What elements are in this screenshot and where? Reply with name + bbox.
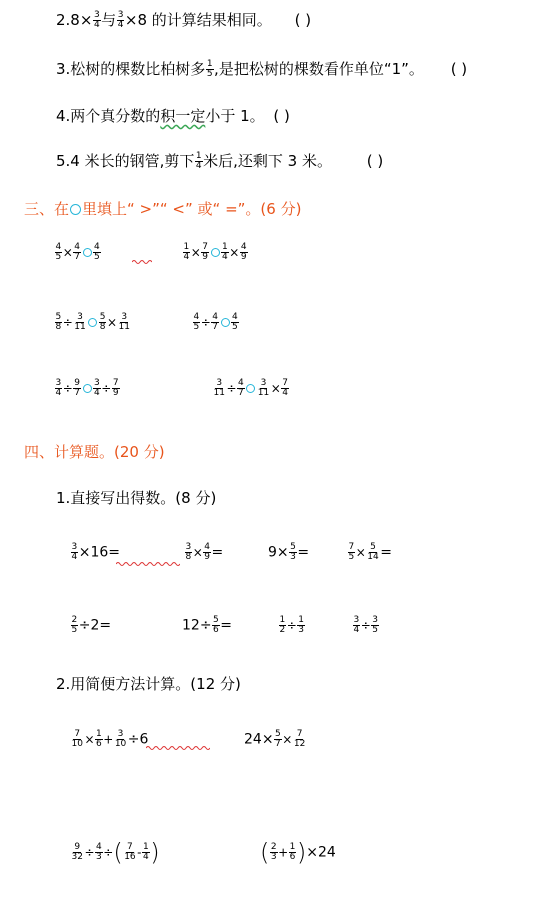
- calc-item: ( $\frac{2}{3}$ + $\frac{1}{6}$ )×24: [260, 838, 336, 867]
- fraction: $\frac{3}{4}$: [117, 10, 124, 30]
- calc-item: $\frac{1}{2}$ ÷ $\frac{1}{3}$: [279, 615, 305, 635]
- operator: ÷: [62, 315, 73, 330]
- comparison-item: [54, 378, 120, 399]
- fraction: $\frac{4}{5}$: [55, 242, 62, 262]
- calc-item: $\frac{3}{4}$ ÷ $\frac{3}{5}$: [353, 615, 379, 635]
- fraction: $\frac{4}{5}$: [94, 242, 100, 262]
- answer-blank[interactable]: ( ): [273, 107, 290, 125]
- fraction: $\frac{3}{4}$: [55, 378, 62, 398]
- fraction: $\frac{7}{9}$: [112, 378, 119, 398]
- answer-circle[interactable]: [221, 318, 230, 327]
- subsection-1-heading: 1.直接写出得数。(8 分): [56, 489, 217, 507]
- section-4-heading: 四、计算题。(20 分): [24, 443, 165, 461]
- fraction: $\frac{4}{7}$: [212, 312, 219, 332]
- fraction: $\frac{4}{7}$: [74, 242, 81, 262]
- calc-item: $\frac{7}{5}$ × $\frac{5}{14}$ =: [348, 542, 392, 562]
- fraction: $\frac{7}{9}$: [202, 242, 209, 262]
- wavy-underline: [132, 259, 152, 265]
- section-3-heading: 三、在 里填上“ >”“ <” 或“ =”。(6 分): [24, 200, 302, 218]
- calc-item: $\frac{2}{5}$ ÷2=: [71, 615, 112, 635]
- answer-circle[interactable]: [88, 318, 97, 327]
- fraction: $\frac{1}{4}$: [195, 151, 202, 171]
- calc-item: 9× $\frac{5}{3}$ =: [268, 542, 310, 562]
- fraction: $\frac{3}{11}$: [118, 312, 130, 332]
- fraction: $\frac{4}{5}$: [232, 312, 238, 332]
- fraction: $\frac{3}{11}$: [213, 378, 225, 398]
- fraction: $\frac{7}{4}$: [282, 378, 288, 398]
- judge-question-5: 5.4 米长的钢管,剪下 $\frac{1}{4}$ 米后,还剩下 3 米。 ( ): [56, 151, 384, 171]
- fraction: $\frac{1}{4}$: [183, 242, 190, 262]
- fraction: $\frac{4}{9}$: [240, 242, 247, 262]
- operator: ×: [229, 245, 240, 260]
- answer-blank[interactable]: ( ): [294, 11, 312, 29]
- operator: ÷: [62, 381, 73, 396]
- fraction: $\frac{3}{4}$: [94, 378, 100, 398]
- operator: ÷: [226, 381, 237, 396]
- judge-question-3: 3.松树的棵数比柏树多 $\frac{1}{5}$ ,是把松树的棵数看作单位“1”。 ( ): [56, 59, 468, 79]
- operator: ÷: [101, 381, 112, 396]
- comparison-item: [54, 242, 101, 263]
- operator: ×: [106, 315, 118, 330]
- comparison-item: [182, 242, 248, 263]
- circle-icon: [70, 204, 81, 215]
- operator: ×: [62, 245, 73, 260]
- fraction: $\frac{4}{7}$: [238, 378, 244, 398]
- answer-blank[interactable]: ( ): [366, 152, 384, 170]
- operator: ÷: [200, 315, 211, 330]
- judge-question-2: 2.8× $\frac{3}{4}$ 与 $\frac{3}{4}$ ×8 的计算结果相同。 ( ): [56, 10, 312, 30]
- fraction: $\frac{4}{5}$: [193, 312, 200, 332]
- answer-circle[interactable]: [83, 248, 92, 257]
- fraction: $\frac{5}{8}$: [55, 312, 62, 332]
- comparison-item: [54, 312, 132, 333]
- calc-item: 12÷ $\frac{5}{6}$ =: [182, 615, 233, 635]
- fraction: $\frac{3}{11}$: [257, 378, 270, 398]
- fraction: $\frac{3}{4}$: [93, 10, 100, 30]
- comparison-item: [192, 312, 239, 333]
- answer-blank[interactable]: ( ): [450, 60, 468, 78]
- calc-item: $\frac{3}{8}$ × $\frac{4}{9}$ =: [185, 542, 224, 562]
- calc-item: $\frac{7}{10}$ × $\frac{1}{6}$ + $\frac{3}{10}$ ÷6: [71, 729, 149, 749]
- fraction: $\frac{5}{8}$: [99, 312, 106, 332]
- operator: ×: [190, 245, 201, 260]
- comparison-item: [212, 378, 290, 399]
- calc-item: 24× $\frac{5}{7}$ × $\frac{7}{12}$: [244, 729, 306, 749]
- operator: ×: [270, 381, 281, 396]
- calc-item: $\frac{3}{4}$ ×16=: [71, 542, 121, 562]
- fraction: $\frac{1}{5}$: [206, 59, 213, 79]
- answer-circle[interactable]: [246, 384, 255, 393]
- answer-circle[interactable]: [83, 384, 92, 393]
- wavy-underline: [146, 745, 210, 751]
- fraction: $\frac{9}{7}$: [74, 378, 81, 398]
- answer-circle[interactable]: [211, 248, 220, 257]
- subsection-2-heading: 2.用简便方法计算。(12 分): [56, 675, 241, 693]
- calc-item: $\frac{9}{32}$ ÷ $\frac{4}{3}$ ÷( $\frac{7}{16}$ - $\frac{1}{4}$ ): [71, 838, 160, 867]
- fraction: $\frac{3}{11}$: [74, 312, 86, 332]
- wavy-underline: [116, 561, 180, 567]
- fraction: $\frac{1}{4}$: [222, 242, 228, 262]
- judge-question-4: 4.两个真分数的积一定小于 1。 ( ): [56, 107, 290, 125]
